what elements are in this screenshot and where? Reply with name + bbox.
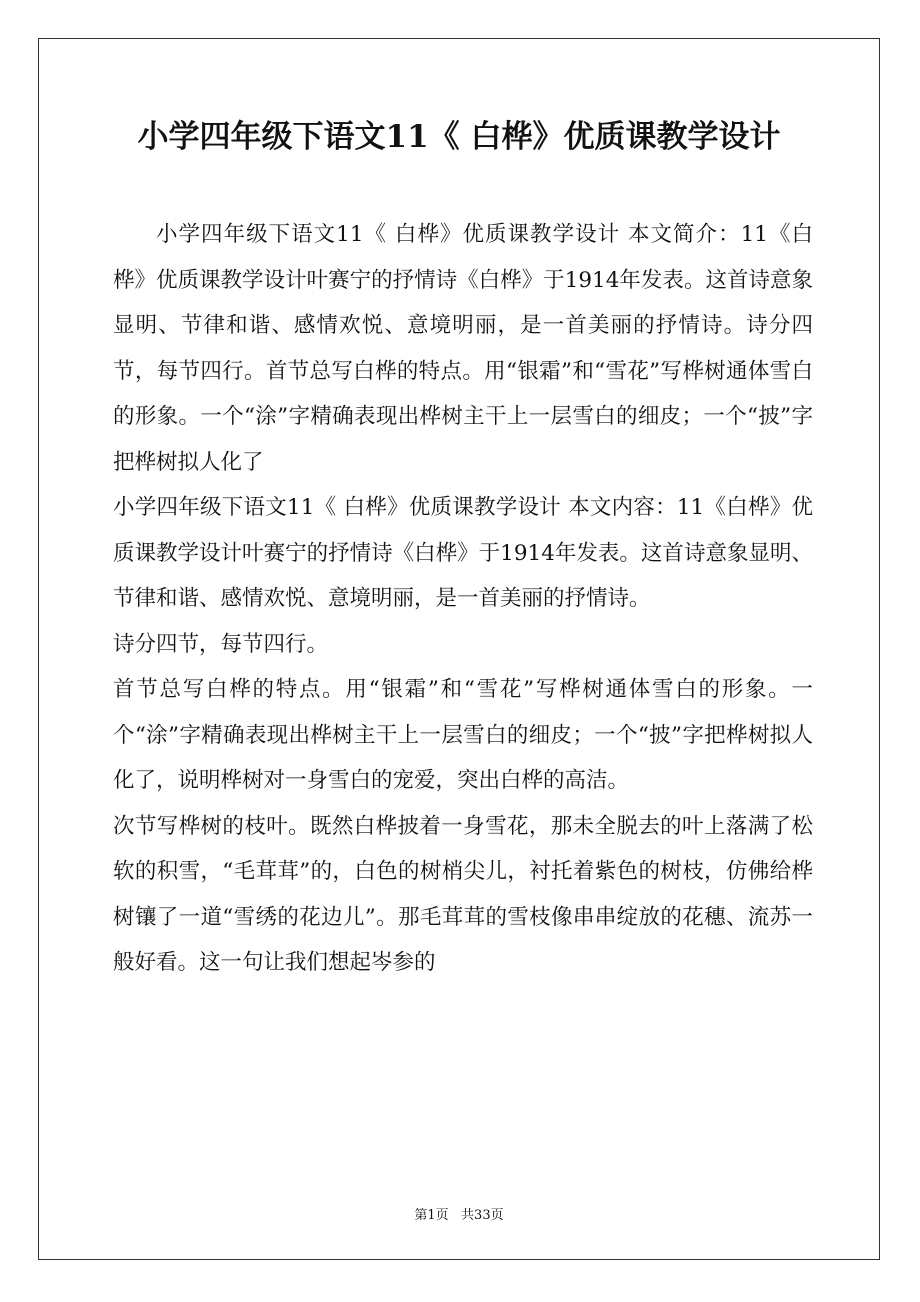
paragraph-summary: 小学四年级下语文11《 白桦》优质课教学设计 本文简介：11《白桦》优质课教学设计叶赛宁的抒情诗《白桦》于1914年发表。这首诗意象显明、节律和谐、感情欢悦、意境明丽，是一首美丽的抒情诗。诗分四节，每节四行。首节总写白桦的特点。用“银霜”和“雪花”写桦树通体雪白的形象。一个“涂”字精确表现出桦树主干上一层雪白的细皮；一个“披”字把桦树拟人化了: [113, 222, 813, 475]
paragraph-structure: 诗分四节，每节四行。: [113, 631, 329, 657]
paragraph-first-stanza: 首节总写白桦的特点。用“银霜”和“雪花”写桦树通体雪白的形象。一个“涂”字精确表现出桦树主干上一层雪白的细皮；一个“披”字把桦树拟人化了，说明桦树对一身雪白的宠爱，突出白桦的高洁。: [113, 677, 813, 793]
paragraph-content-intro: 小学四年级下语文11《 白桦》优质课教学设计 本文内容：11《白桦》优质课教学设计叶赛宁的抒情诗《白桦》于1914年发表。这首诗意象显明、节律和谐、感情欢悦、意境明丽，是一首美丽的抒情诗。: [113, 495, 813, 611]
document-title: 小学四年级下语文11《 白桦》优质课教学设计: [137, 119, 781, 155]
document-body: [113, 212, 813, 986]
page-footer: 第1页 共33页: [414, 1208, 504, 1223]
paragraph-second-stanza: 次节写桦树的枝叶。既然白桦披着一身雪花，那未全脱去的叶上落满了松软的积雪，“毛茸茸”的，白色的树梢尖儿，衬托着紫色的树枝，仿佛给桦树镶了一道“雪绣的花边儿”。那毛茸茸的雪枝像串串绽放的花穗、流苏一般好看。这一句让我们想起岑参的: [113, 813, 813, 975]
